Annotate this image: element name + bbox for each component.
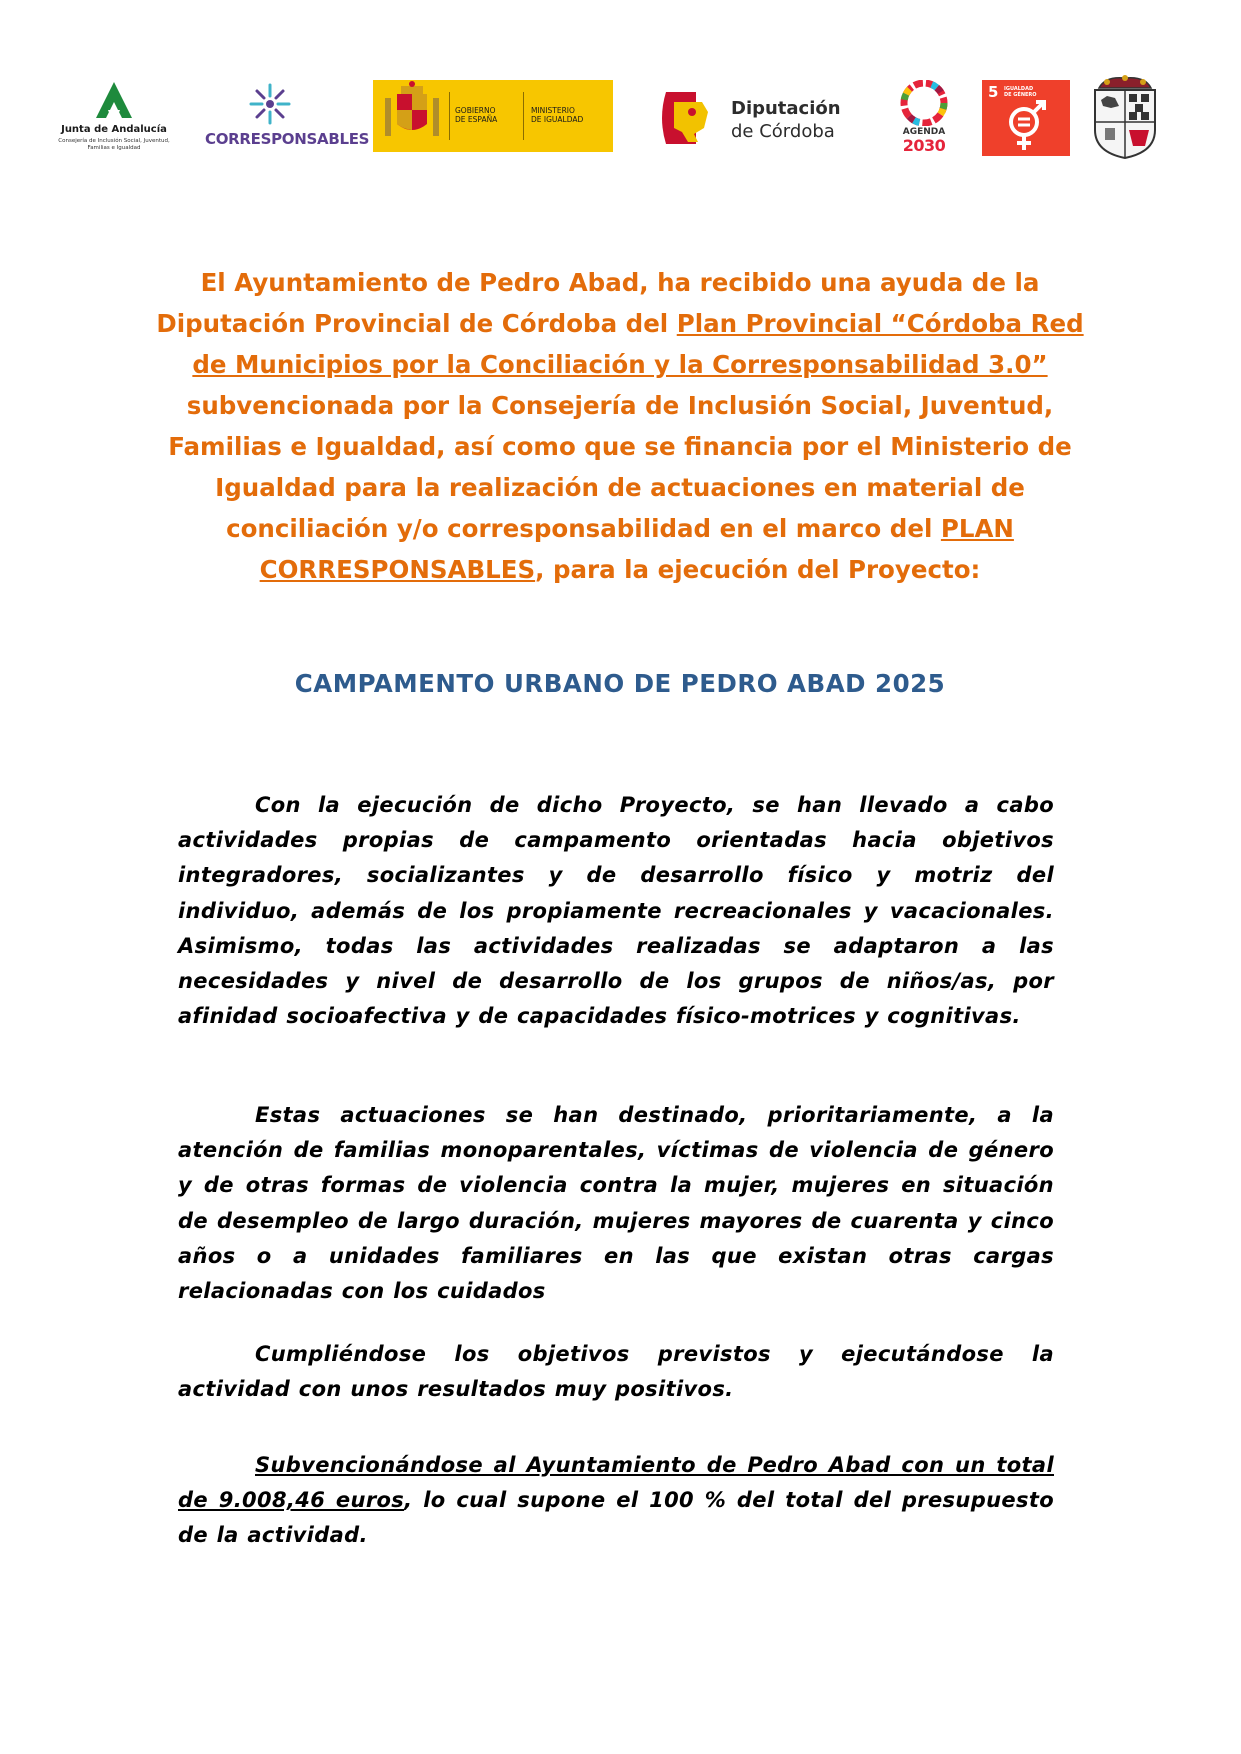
gobierno-line1: GOBIERNO <box>455 106 496 115</box>
gobierno-ministerio-logo <box>373 80 613 152</box>
gobierno-divider <box>449 92 450 140</box>
ministerio-divider <box>523 92 524 140</box>
gender-equality-icon <box>982 80 1070 156</box>
diputacion-line2: de Córdoba <box>731 121 835 142</box>
heading-part2: subvencionada por la Consejería de Inclusión Social, Juventud, Familias e Igualdad, así como que se financia por el Ministerio de Igualdad para la realización de actuaciones en material de conciliación y/o corresponsabilidad en el marco del <box>168 391 1072 543</box>
paragraph-results: Cumpliéndose los objetivos previstos y ejecutándose la actividad con unos resultados muy positivos. <box>178 1342 1054 1402</box>
diputacion-line1: Diputación <box>731 98 841 119</box>
junta-name: Junta de Andalucía <box>61 124 167 135</box>
agenda-line1: AGENDA <box>902 127 946 137</box>
logo-strip <box>0 0 1241 170</box>
spain-coat-of-arms-icon <box>377 80 447 152</box>
junta-andalucia-logo <box>58 80 170 155</box>
corresponsables-name: CORRESPONSABLES <box>205 130 370 148</box>
gobierno-text <box>455 106 497 124</box>
ods-label-line2: DE GÉNERO <box>1004 92 1037 98</box>
paragraph-activities: Con la ejecución de dicho Proyecto, se han llevado a cabo actividades propias de campamento orientadas hacia objetivos integradores, socializantes y de desarrollo físico y motriz del individuo, además de los propiamente recreacionales y vacacionales. Asimismo, todas las actividades realizadas se adaptaron a las necesidades y nivel de desarrollo de los grupos de niños/as, por afinidad socioafectiva y de capacidades físico-motrices y cognitivas. <box>178 793 1054 1029</box>
ministerio-line2: DE IGUALDAD <box>531 115 584 124</box>
sdg-wheel-icon <box>890 80 958 126</box>
corresponsables-logo <box>205 82 370 152</box>
ods-number: 5 <box>988 83 999 101</box>
heading-part3: , para la ejecución del Proyecto: <box>535 555 981 584</box>
ods-5-logo <box>982 80 1070 156</box>
diputacion-cordoba-logo <box>658 88 858 148</box>
corresponsables-icon <box>205 82 335 128</box>
project-title: CAMPAMENTO URBANO DE PEDRO ABAD 2025 <box>294 669 946 698</box>
paragraph-beneficiaries: Estas actuaciones se han destinado, prioritariamente, a la atención de familias monoparentales, víctimas de violencia de género y de otras formas de violencia contra la mujer, mujeres en situación de desempleo de largo duración, mujeres mayores de cuarenta y cinco años o a unidades familiares en las que existan otras cargas relacionadas con los cuidados <box>178 1103 1054 1304</box>
heading-part1: El Ayuntamiento de Pedro Abad, ha recibido una ayuda de la Diputación Provincial de Córdoba del <box>156 268 1040 338</box>
diputacion-icon <box>658 88 722 148</box>
plan-corresponsables-link[interactable]: PLAN CORRESPONSABLES <box>259 514 1014 584</box>
junta-subtitle: Consejería de Inclusión Social, Juventud, Familias e Igualdad <box>58 138 170 151</box>
junta-andalucia-icon <box>58 80 170 124</box>
pedro-abad-shield-logo <box>1085 74 1165 160</box>
coat-of-arms-icon <box>1085 74 1165 160</box>
agenda-line2: 2030 <box>902 136 946 155</box>
ministerio-text <box>531 106 583 124</box>
gobierno-line2: DE ESPAÑA <box>455 115 498 124</box>
ministerio-line1: MINISTERIO <box>531 106 575 115</box>
plan-provincial-link[interactable]: Plan Provincial “Córdoba Red de Municipios por la Conciliación y la Corresponsabilidad 3.0” <box>192 309 1084 379</box>
paragraph-funding <box>178 1448 1054 1554</box>
agenda-2030-logo <box>890 80 958 155</box>
announcement-heading <box>150 262 1090 590</box>
ods-label-line1: IGUALDAD <box>1004 86 1034 92</box>
funding-amount-text: Subvencionándose al Ayuntamiento de Pedro Abad con un total de 9.008,46 euros <box>178 1453 1054 1513</box>
funding-rest-text: , lo cual supone el 100 % del total del presupuesto de la actividad. <box>178 1488 1055 1548</box>
